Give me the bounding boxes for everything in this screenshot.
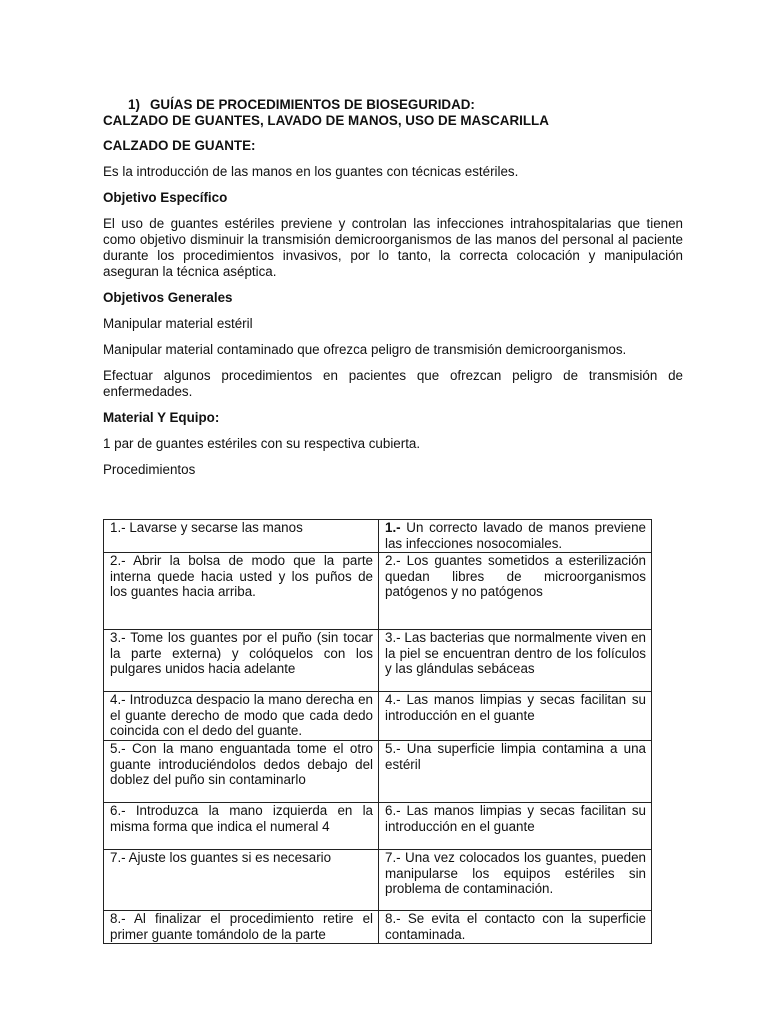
table-row — [104, 741, 652, 803]
objetivos-generales-title: Objetivos Generales — [103, 290, 233, 305]
reason-cell: 6.- Las manos limpias y secas facilitan su introducción en el guante — [379, 803, 652, 850]
step-cell: 7.- Ajuste los guantes si es necesario — [104, 850, 379, 911]
heading-line-2: CALZADO DE GUANTES, LAVADO DE MANOS, USO DE MASCARILLA — [103, 113, 549, 128]
calzado-title: CALZADO DE GUANTE: — [103, 138, 256, 153]
table-row — [104, 553, 652, 630]
objetivo-especifico-text: El uso de guantes estériles previene y controlan las infecciones intrahospitalarias que tienen como objetivo disminuir la transmisión demicroorganismos de las manos del personal al paciente durante los procedimientos invasivos, por lo tanto, la correcta colocación y manipulación aseguran la técnica aséptica. — [103, 216, 683, 279]
reason-cell: 5.- Una superficie limpia contamina a una estéril — [379, 741, 652, 803]
table-row — [104, 520, 652, 553]
reason-cell — [379, 911, 652, 944]
objetivo-especifico-title: Objetivo Específico — [103, 190, 228, 205]
step-cell: 4.- Introduzca despacio la mano derecha en el guante derecho de modo que cada dedo coincida con el dedo del guante. — [104, 692, 379, 741]
reason-text: Un correcto lavado de manos previene las infecciones nosocomiales. — [385, 520, 646, 551]
material-title: Material Y Equipo: — [103, 410, 220, 425]
reason-cell: 4.- Las manos limpias y secas facilitan su introducción en el guante — [379, 692, 652, 741]
step-cell: 2.- Abrir la bolsa de modo que la parte interna quede hacia usted y los puños de los guantes hacia arriba. — [104, 553, 379, 630]
table-row — [104, 911, 652, 944]
reason-cell — [379, 520, 652, 553]
procedure-table — [103, 519, 652, 944]
step-cell — [104, 911, 379, 944]
step-cell: 6.- Introduzca la mano izquierda en la misma forma que indica el numeral 4 — [104, 803, 379, 850]
table-row — [104, 803, 652, 850]
table-row — [104, 692, 652, 741]
heading-number: 1) — [128, 97, 140, 112]
objetivo-general-3: Efectuar algunos procedimientos en pacientes que ofrezcan peligro de transmisión de enfermedades. — [103, 368, 683, 399]
reason-cell: 3.- Las bacterias que normalmente viven en la piel se encuentran dentro de los folículos y las glándulas sebáceas — [379, 630, 652, 692]
reason-cell: 2.- Los guantes sometidos a esterilización quedan libres de microorganismos patógenos y no patógenos — [379, 553, 652, 630]
step-cell: 1.- Lavarse y secarse las manos — [104, 520, 379, 553]
objetivo-general-1: Manipular material estéril — [103, 316, 253, 331]
reason-text: 8.- Se evita el contacto con la superficie contaminada. — [385, 911, 646, 942]
calzado-text: Es la introducción de las manos en los guantes con técnicas estériles. — [103, 164, 519, 179]
step-cell: 5.- Con la mano enguantada tome el otro guante introduciéndolos dedos debajo del doblez del puño sin contaminarlo — [104, 741, 379, 803]
procedimientos-title: Procedimientos — [103, 462, 196, 477]
main-heading — [103, 97, 683, 113]
step-text: 8.- Al finalizar el procedimiento retire el primer guante tomándolo de la parte — [110, 911, 373, 942]
objetivo-general-2: Manipular material contaminado que ofrezca peligro de transmisión demicroorganismos. — [103, 342, 627, 357]
heading-line-1: GUÍAS DE PROCEDIMIENTOS DE BIOSEGURIDAD: — [150, 97, 475, 112]
material-text: 1 par de guantes estériles con su respectiva cubierta. — [103, 436, 421, 451]
document-body — [103, 97, 683, 488]
reason-prefix: 1.- — [385, 520, 401, 535]
table-row — [104, 850, 652, 911]
table-row — [104, 630, 652, 692]
reason-cell: 7.- Una vez colocados los guantes, pueden manipularse los equipos estériles sin problema de contaminación. — [379, 850, 652, 911]
step-cell: 3.- Tome los guantes por el puño (sin tocar la parte externa) y colóquelos con los pulgares unidos hacia adelante — [104, 630, 379, 692]
